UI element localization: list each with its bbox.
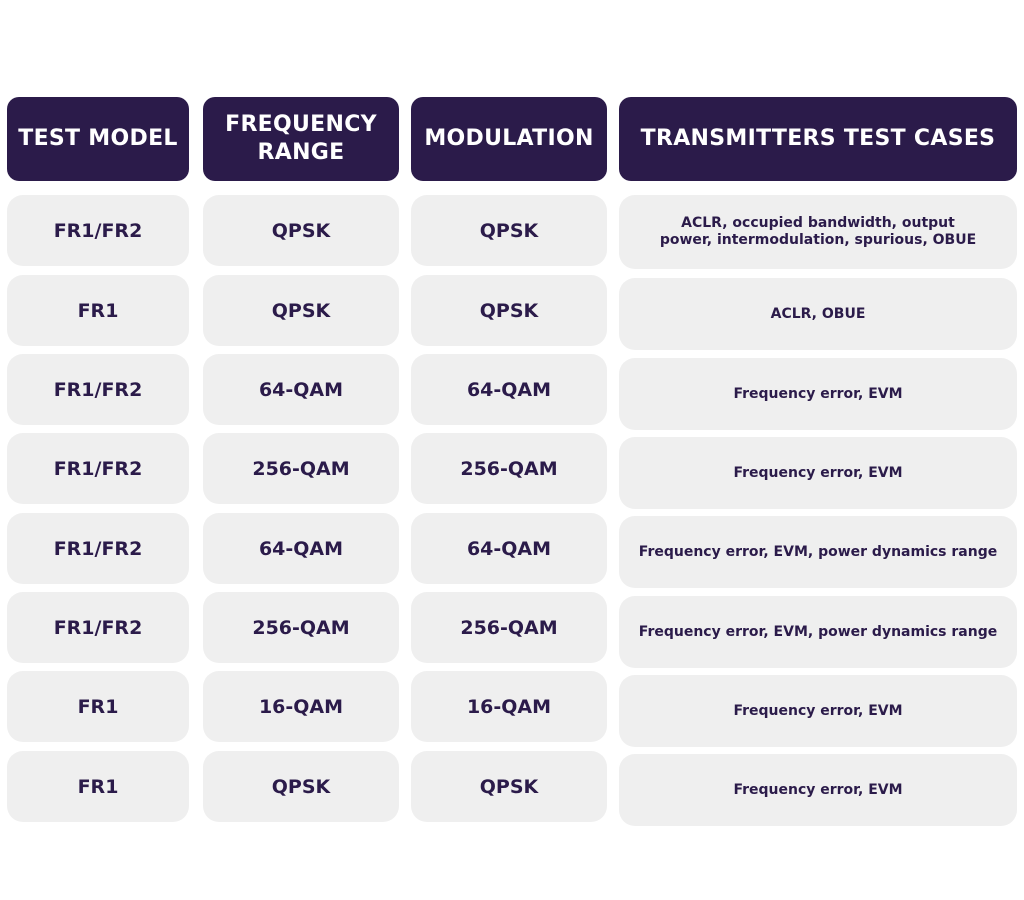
cell-test-model: FR1/FR2 bbox=[7, 354, 189, 425]
column-transmitters-test-cases bbox=[619, 97, 1017, 832]
cell-modulation: 64-QAM bbox=[411, 354, 607, 425]
header-test-model: TEST MODEL bbox=[7, 97, 189, 181]
cell-test-cases: ACLR, occupied bandwidth, output power, intermodulation, spurious, OBUE bbox=[619, 195, 1017, 269]
cell-frequency-range: 64-QAM bbox=[203, 354, 399, 425]
column-modulation bbox=[411, 97, 607, 827]
cell-test-model: FR1/FR2 bbox=[7, 513, 189, 584]
cell-test-cases: Frequency error, EVM, power dynamics range bbox=[619, 516, 1017, 588]
cell-test-cases: Frequency error, EVM bbox=[619, 754, 1017, 826]
cell-frequency-range: QPSK bbox=[203, 751, 399, 822]
cell-frequency-range: 16-QAM bbox=[203, 671, 399, 742]
cell-modulation: 256-QAM bbox=[411, 433, 607, 504]
cell-frequency-range: 256-QAM bbox=[203, 433, 399, 504]
cell-frequency-range: 64-QAM bbox=[203, 513, 399, 584]
cell-test-cases: ACLR, OBUE bbox=[619, 278, 1017, 350]
cell-test-model: FR1 bbox=[7, 751, 189, 822]
cell-test-model: FR1 bbox=[7, 671, 189, 742]
cell-test-cases: Frequency error, EVM bbox=[619, 358, 1017, 430]
cell-modulation: QPSK bbox=[411, 195, 607, 266]
cell-test-cases: Frequency error, EVM bbox=[619, 437, 1017, 509]
column-frequency-range bbox=[203, 97, 399, 827]
cell-modulation: QPSK bbox=[411, 751, 607, 822]
header-modulation: MODULATION bbox=[411, 97, 607, 181]
cell-modulation: 16-QAM bbox=[411, 671, 607, 742]
cell-modulation: QPSK bbox=[411, 275, 607, 346]
cell-test-model: FR1/FR2 bbox=[7, 592, 189, 663]
cell-test-model: FR1 bbox=[7, 275, 189, 346]
cell-test-model: FR1/FR2 bbox=[7, 195, 189, 266]
cell-frequency-range: 256-QAM bbox=[203, 592, 399, 663]
cell-frequency-range: QPSK bbox=[203, 195, 399, 266]
column-test-model bbox=[7, 97, 189, 827]
cell-modulation: 64-QAM bbox=[411, 513, 607, 584]
cell-test-cases: Frequency error, EVM bbox=[619, 675, 1017, 747]
header-frequency-range: FREQUENCY RANGE bbox=[203, 97, 399, 181]
cell-modulation: 256-QAM bbox=[411, 592, 607, 663]
cell-test-model: FR1/FR2 bbox=[7, 433, 189, 504]
header-transmitters-test-cases: TRANSMITTERS TEST CASES bbox=[619, 97, 1017, 181]
cell-test-cases: Frequency error, EVM, power dynamics range bbox=[619, 596, 1017, 668]
cell-frequency-range: QPSK bbox=[203, 275, 399, 346]
